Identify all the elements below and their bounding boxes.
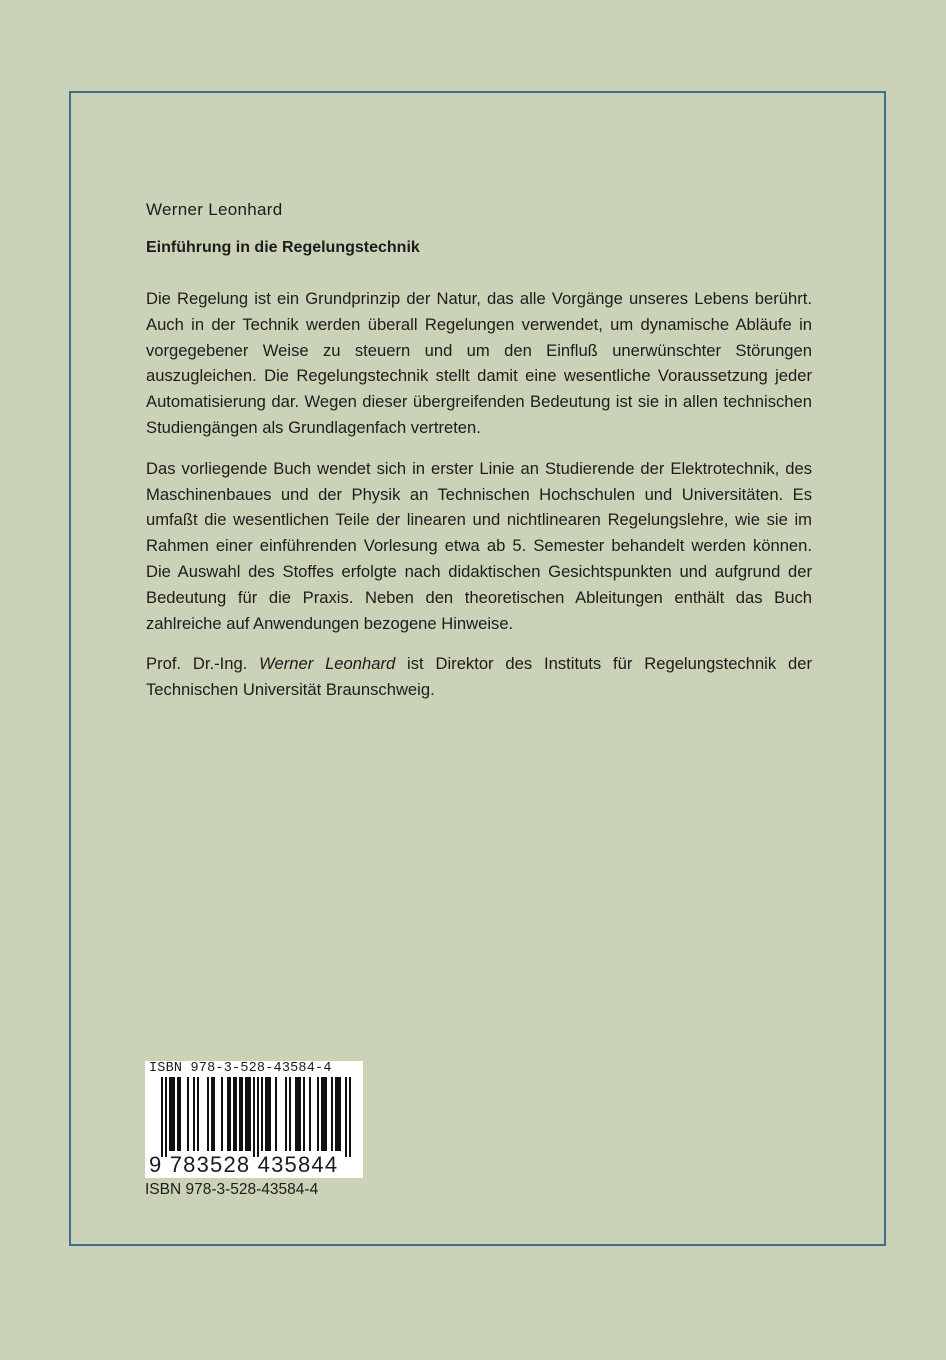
barcode-bar	[173, 1077, 175, 1151]
barcode-bar	[211, 1077, 213, 1151]
barcode-bar	[197, 1077, 199, 1151]
barcode-bar	[187, 1077, 189, 1151]
barcode-bar	[239, 1077, 241, 1151]
barcode-bar	[339, 1077, 341, 1151]
barcode-bar	[321, 1077, 323, 1151]
barcode-bar	[297, 1077, 299, 1151]
barcode-bar	[337, 1077, 339, 1151]
barcode-bar	[265, 1077, 267, 1151]
barcode-bar	[299, 1077, 301, 1151]
barcode-bar	[227, 1077, 229, 1151]
book-title: Einführung in die Regelungstechnik	[146, 239, 420, 256]
barcode-bar	[241, 1077, 243, 1151]
barcode-bar	[317, 1077, 319, 1151]
barcode-bar	[165, 1077, 167, 1157]
barcode-bar	[285, 1077, 287, 1151]
barcode-bar	[207, 1077, 209, 1151]
barcode-bar	[267, 1077, 269, 1151]
barcode-bar	[169, 1077, 171, 1151]
barcode-bar	[289, 1077, 291, 1151]
barcode-bar	[349, 1077, 351, 1157]
blurb-paragraph-1: Die Regelung ist ein Grundprinzip der Natur, das alle Vorgänge unseres Lebens berührt. Auch in der Technik werden überall Regelungen verwendet, um dynamische Abläufe in vorgegebener Weise zu steuern und um den Einfluß unerwünschter Störungen auszugleichen. Die Regelungstechnik stellt damit eine wesentliche Voraussetzung jeder Automatisierung dar. Wegen dieser übergreifenden Bedeutung ist sie in allen technischen Studiengängen als Grundlagenfach vertreten.	[146, 289, 812, 437]
barcode-bar	[345, 1077, 347, 1157]
blurb-paragraph-2: Das vorliegende Buch wendet sich in erster Linie an Studierende der Elektrotechnik, des Maschinenbaues und der Physik an Technischen Hochschulen und Universitäten. Es umfaßt die wesentlichen Teile der linearen und nichtlinearen Regelungslehre, wie sie im Rahmen einer einführenden Vorlesung etwa ab 5. Semester behandelt werden können. Die Auswahl des Stoffes erfolgte nach didaktischen Gesichtspunkten und aufgrund der Bedeutung für die Praxis. Neben den theoretischen Ableitungen enthält das Buch zahlreiche auf Anwendungen bezogene Hinweise.	[146, 458, 812, 633]
barcode-bar	[221, 1077, 223, 1151]
barcode-bar	[323, 1077, 325, 1151]
barcode-bar	[253, 1077, 255, 1157]
barcode-bar	[161, 1077, 163, 1157]
author-name: Werner Leonhard	[146, 200, 283, 219]
barcode-bar	[193, 1077, 195, 1151]
bio-prefix: Prof. Dr.-Ing.	[146, 654, 260, 674]
barcode-bar	[275, 1077, 277, 1151]
barcode-bar	[213, 1077, 215, 1151]
bio-suffix: ist Direktor des Instituts für Regelungstechnik der Technischen Universität Braunschweig.	[146, 654, 812, 700]
barcode-bar	[309, 1077, 311, 1151]
barcode-bar	[171, 1077, 173, 1151]
bio-author-name: Werner Leonhard	[259, 654, 396, 674]
barcode-bar	[295, 1077, 297, 1151]
barcode-bar	[247, 1077, 249, 1151]
isbn-number: ISBN 978-3-528-43584-4	[145, 1181, 319, 1198]
barcode-bar	[331, 1077, 333, 1151]
barcode-bar	[229, 1077, 231, 1151]
barcode-bar	[249, 1077, 251, 1151]
barcode-bar	[261, 1077, 263, 1151]
barcode-bar	[303, 1077, 305, 1151]
barcode-isbn-label: ISBN 978-3-528-43584-4	[149, 1061, 332, 1076]
back-cover-text	[146, 198, 812, 718]
barcode-bar	[335, 1077, 337, 1151]
barcode-bar	[257, 1077, 259, 1157]
barcode-bar	[235, 1077, 237, 1151]
barcode-digits: 9 783528 435844	[149, 1152, 339, 1177]
barcode-bar	[177, 1077, 179, 1151]
barcode-bar	[233, 1077, 235, 1151]
barcode-bars	[145, 1077, 363, 1157]
barcode-bar	[325, 1077, 327, 1151]
barcode	[145, 1061, 363, 1178]
barcode-bar	[245, 1077, 247, 1151]
barcode-bar	[269, 1077, 271, 1151]
barcode-bar	[179, 1077, 181, 1151]
author-bio	[146, 651, 812, 703]
